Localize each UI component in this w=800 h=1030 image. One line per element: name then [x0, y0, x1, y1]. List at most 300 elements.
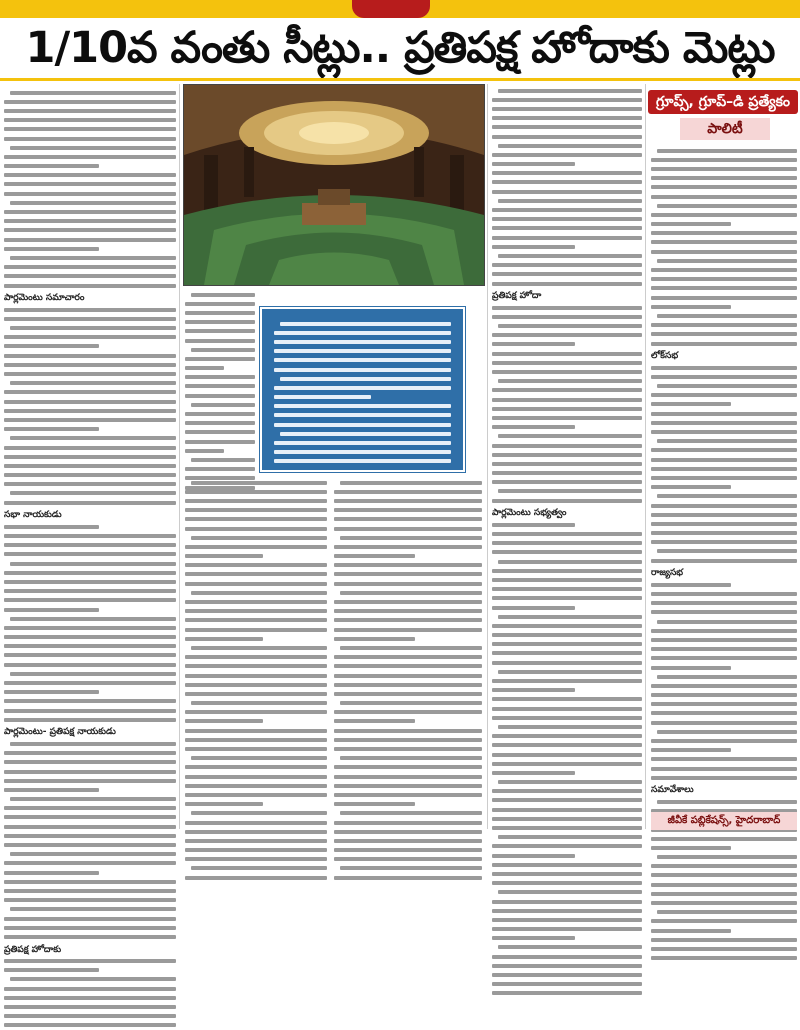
text-line [4, 482, 176, 486]
text-line [651, 629, 797, 633]
text-line [651, 559, 797, 563]
text-line [492, 208, 642, 212]
text-line [492, 425, 575, 429]
text-line [191, 348, 255, 352]
subject-title: పాలిటీ [680, 118, 770, 140]
text-line [334, 572, 482, 576]
text-line [334, 600, 482, 604]
text-line [185, 302, 255, 306]
section-subheading: సభా నాయకుడు [4, 510, 62, 521]
text-line [274, 358, 451, 362]
text-line [4, 834, 176, 838]
text-line [4, 335, 176, 339]
text-line [651, 873, 797, 877]
text-line [340, 866, 482, 870]
text-line [492, 817, 642, 821]
column-divider [179, 84, 180, 829]
text-line [4, 118, 176, 122]
text-line [4, 653, 176, 657]
text-line [4, 690, 99, 694]
text-line [657, 314, 797, 318]
text-line [492, 462, 642, 466]
text-line [334, 527, 482, 531]
text-line [651, 864, 797, 868]
text-line [651, 702, 797, 706]
text-line [185, 802, 263, 806]
text-line [4, 400, 176, 404]
text-line [492, 407, 642, 411]
text-line [492, 642, 642, 646]
text-line [4, 192, 176, 196]
text-line [4, 926, 176, 930]
text-line [651, 375, 797, 379]
text-line [651, 402, 731, 406]
text-line [185, 830, 327, 834]
text-line [185, 563, 327, 567]
text-line [492, 398, 642, 402]
section-subheading: సమావేశాలు [651, 785, 694, 796]
text-line [492, 844, 642, 848]
text-line [274, 395, 371, 399]
text-line [492, 762, 642, 766]
text-line [4, 843, 176, 847]
text-line [10, 326, 176, 330]
text-line [10, 797, 176, 801]
text-line [185, 320, 255, 324]
text-line [492, 753, 642, 757]
text-line [185, 775, 327, 779]
text-line [10, 491, 176, 495]
text-line [10, 381, 176, 385]
text-line [10, 562, 176, 566]
text-line [492, 245, 575, 249]
text-line [334, 876, 482, 880]
section-subheading: లోక్‌సభ [651, 351, 679, 362]
text-line [334, 710, 482, 714]
text-line [185, 412, 255, 416]
text-line [492, 107, 642, 111]
text-line [492, 964, 642, 968]
text-line [185, 545, 327, 549]
text-line [10, 91, 176, 95]
text-line [492, 541, 642, 545]
column-divider [487, 84, 488, 829]
text-line [4, 409, 176, 413]
text-line [4, 644, 176, 648]
text-line [4, 880, 176, 884]
text-line [10, 436, 176, 440]
text-line [340, 701, 482, 705]
text-line [4, 968, 99, 972]
text-line [334, 765, 482, 769]
text-line [4, 228, 176, 232]
text-line [492, 226, 642, 230]
text-line [334, 674, 482, 678]
text-line [492, 135, 642, 139]
text-line [185, 674, 327, 678]
text-line [498, 434, 642, 438]
text-line [10, 907, 176, 911]
text-line [185, 554, 263, 558]
text-line [274, 386, 451, 390]
text-line [185, 765, 327, 769]
text-line [185, 793, 327, 797]
text-line [492, 370, 642, 374]
text-line [4, 274, 176, 278]
text-line [4, 173, 176, 177]
text-line [340, 646, 482, 650]
text-line [492, 342, 575, 346]
text-line [4, 987, 176, 991]
text-line [4, 543, 176, 547]
text-line [274, 441, 451, 445]
section-badge: గ్రూప్స్, గ్రూప్–డి ప్రత్యేకం [648, 90, 798, 114]
text-line [274, 349, 451, 353]
text-line [4, 788, 99, 792]
text-line [334, 784, 482, 788]
text-line [280, 377, 451, 381]
text-line [492, 771, 575, 775]
text-line [492, 624, 642, 628]
text-line [4, 815, 176, 819]
text-line [651, 656, 797, 660]
text-line [334, 618, 482, 622]
text-line [651, 837, 797, 841]
text-line [651, 938, 797, 942]
text-line [10, 617, 176, 621]
text-line [492, 569, 642, 573]
text-line [334, 683, 482, 687]
text-line [274, 423, 451, 427]
text-line [334, 830, 482, 834]
text-line [4, 473, 176, 477]
text-line [651, 513, 797, 517]
text-line [651, 693, 797, 697]
text-line [492, 872, 642, 876]
text-line [4, 898, 176, 902]
text-line [492, 388, 642, 392]
text-line [492, 217, 642, 221]
text-line [340, 756, 482, 760]
text-line [4, 709, 176, 713]
text-line [4, 635, 176, 639]
text-line [4, 1023, 176, 1027]
text-line [651, 286, 797, 290]
text-line [334, 839, 482, 843]
text-line [185, 692, 327, 696]
section-subheading: ప్రతిపక్ష హోదాకు [4, 944, 62, 955]
text-line [492, 416, 642, 420]
text-line [4, 354, 176, 358]
text-line [492, 532, 642, 536]
text-line [4, 1005, 176, 1009]
text-line [498, 890, 642, 894]
text-line [4, 825, 176, 829]
text-line [334, 545, 482, 549]
text-line [657, 675, 797, 679]
text-line [4, 427, 99, 431]
text-line [492, 116, 642, 120]
text-line [340, 811, 482, 815]
section-subheading: రాజ్యసభ [651, 568, 684, 579]
text-line [191, 481, 327, 485]
text-line [651, 504, 797, 508]
text-line [340, 536, 482, 540]
text-line [4, 779, 176, 783]
masthead-badge [352, 0, 430, 18]
text-line [651, 901, 797, 905]
text-line [185, 357, 255, 361]
text-line [4, 806, 176, 810]
text-line [185, 821, 327, 825]
text-line [492, 918, 642, 922]
text-line [651, 467, 797, 471]
text-line [4, 284, 176, 288]
text-line [4, 372, 176, 376]
callout-box [260, 307, 465, 472]
text-line [492, 854, 575, 858]
text-line [185, 490, 327, 494]
text-line [651, 213, 797, 217]
text-line [492, 263, 642, 267]
text-line [185, 329, 255, 333]
text-line [274, 459, 451, 463]
text-line [4, 525, 99, 529]
text-line [492, 153, 642, 157]
text-line [4, 760, 176, 764]
text-line [4, 455, 176, 459]
text-line [185, 747, 327, 751]
text-line [492, 991, 642, 995]
text-line [498, 780, 642, 784]
text-line [492, 633, 642, 637]
text-line [185, 848, 327, 852]
text-line [191, 536, 327, 540]
text-line [334, 692, 482, 696]
text-line [492, 808, 642, 812]
text-line [185, 430, 255, 434]
text-line [651, 476, 797, 480]
text-line [334, 637, 415, 641]
text-line [492, 352, 642, 356]
text-line [492, 936, 575, 940]
text-line [185, 738, 327, 742]
text-line [185, 311, 255, 315]
text-line [4, 871, 99, 875]
text-line [657, 800, 797, 804]
text-line [651, 305, 731, 309]
text-line [498, 324, 642, 328]
text-line [185, 729, 327, 733]
text-line [4, 681, 176, 685]
text-line [651, 167, 797, 171]
text-line [651, 592, 797, 596]
text-line [334, 499, 482, 503]
text-line [4, 238, 176, 242]
text-line [10, 852, 176, 856]
text-line [492, 743, 642, 747]
text-line [498, 144, 642, 148]
text-line [4, 935, 176, 939]
parliament-photo-image [184, 85, 484, 285]
text-line [651, 185, 797, 189]
text-line [4, 917, 176, 921]
text-line [651, 158, 797, 162]
text-line [492, 282, 642, 286]
text-line [334, 628, 482, 632]
text-line [10, 672, 176, 676]
text-line [185, 366, 224, 370]
parliament-photo [183, 84, 485, 286]
text-line [651, 540, 797, 544]
text-line [651, 892, 797, 896]
text-line [191, 646, 327, 650]
text-line [651, 846, 731, 850]
text-line [651, 684, 797, 688]
text-line [334, 747, 482, 751]
text-line [492, 909, 642, 913]
text-line [498, 725, 642, 729]
masthead-bar [0, 0, 800, 18]
text-line [4, 501, 176, 505]
text-line [191, 458, 255, 462]
text-line [492, 125, 642, 129]
text-line [651, 458, 797, 462]
text-line [185, 710, 327, 714]
text-line [334, 729, 482, 733]
text-line [4, 626, 176, 630]
text-line [4, 598, 176, 602]
text-line [651, 638, 797, 642]
text-line [492, 688, 575, 692]
text-line [651, 883, 797, 887]
text-line [651, 739, 797, 743]
text-line [10, 201, 176, 205]
section-subheading: పార్లమెంటు- ప్రతిపక్ష నాయకుడు [4, 727, 116, 738]
text-line [334, 554, 415, 558]
text-line [4, 446, 176, 450]
text-line [492, 973, 642, 977]
text-line [185, 375, 255, 379]
text-line [280, 322, 451, 326]
text-line [651, 721, 797, 725]
text-line [340, 591, 482, 595]
text-line [651, 757, 797, 761]
text-line [651, 296, 797, 300]
text-line [492, 162, 575, 166]
text-line [10, 146, 176, 150]
text-line [651, 583, 731, 587]
text-line [4, 751, 176, 755]
text-line [498, 835, 642, 839]
text-line [651, 610, 797, 614]
text-line [492, 480, 642, 484]
text-line [185, 467, 255, 471]
text-line [651, 240, 797, 244]
text-line [492, 734, 642, 738]
text-line [4, 137, 176, 141]
text-line [492, 707, 642, 711]
text-line [334, 609, 482, 613]
text-line [191, 293, 255, 297]
column-divider [645, 84, 646, 829]
text-line [4, 308, 176, 312]
text-line [274, 413, 451, 417]
text-line [651, 711, 797, 715]
text-line [334, 655, 482, 659]
text-line [185, 449, 224, 453]
text-line [334, 793, 482, 797]
text-line [4, 861, 176, 865]
text-line [4, 608, 99, 612]
text-line [651, 323, 797, 327]
text-line [4, 996, 176, 1000]
text-line [185, 618, 327, 622]
column-1 [4, 88, 176, 955]
text-line [492, 716, 642, 720]
text-line [185, 582, 327, 586]
text-line [492, 315, 642, 319]
text-line [4, 718, 176, 722]
text-line [4, 464, 176, 468]
text-line [4, 247, 99, 251]
text-line [4, 344, 99, 348]
text-line [651, 666, 731, 670]
text-line [651, 647, 797, 651]
text-line [492, 982, 642, 986]
text-line [651, 947, 797, 951]
text-line [10, 977, 176, 981]
text-line [334, 821, 482, 825]
text-line [334, 848, 482, 852]
text-line [185, 839, 327, 843]
text-line [657, 259, 797, 263]
text-line [492, 578, 642, 582]
text-line [4, 219, 176, 223]
text-line [498, 254, 642, 258]
text-line [492, 606, 575, 610]
text-line [4, 127, 176, 131]
text-line [651, 421, 797, 425]
text-line [334, 719, 415, 723]
text-line [4, 663, 176, 667]
text-line [492, 651, 642, 655]
text-line [651, 176, 797, 180]
column-2b [470, 290, 484, 470]
text-line [492, 499, 642, 503]
text-line [4, 552, 176, 556]
text-line [651, 342, 797, 346]
text-line [651, 393, 797, 397]
column-3 [492, 86, 642, 828]
text-line [492, 587, 642, 591]
text-line [492, 306, 642, 310]
text-line [185, 637, 263, 641]
text-line [334, 775, 482, 779]
text-line [492, 927, 642, 931]
text-line [280, 432, 451, 436]
text-line [334, 664, 482, 668]
text-line [4, 534, 176, 538]
text-line [185, 421, 255, 425]
text-line [492, 900, 642, 904]
text-line [4, 363, 176, 367]
text-line [4, 100, 176, 104]
text-line [651, 448, 797, 452]
text-line [4, 589, 176, 593]
text-line [657, 855, 797, 859]
text-line [492, 361, 642, 365]
